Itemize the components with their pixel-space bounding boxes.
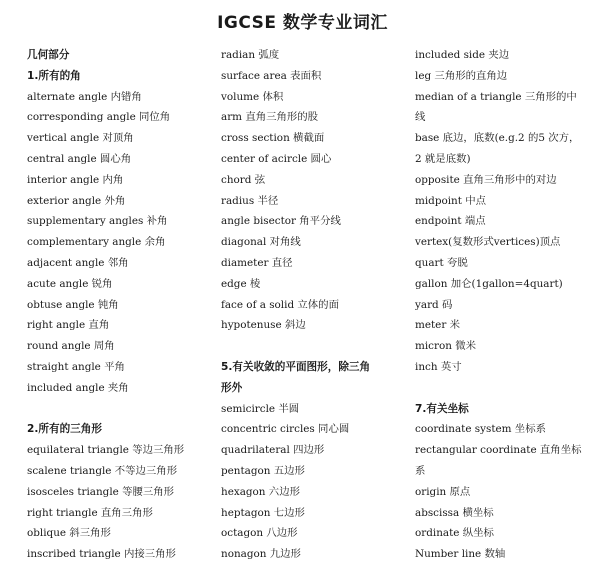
vocab-entry: chord 弦 [221,173,266,186]
vocab-entry: straight angle 平角 [27,360,125,373]
vocab-entry: oblique 斜三角形 [27,527,111,540]
vocab-entry: 2 就是底数) [415,152,471,165]
spacer [221,336,411,357]
vocab-entry: face of a solid 立体的面 [221,298,339,311]
vocab-entry: edge 棱 [221,277,261,290]
vocab-entry: 系 [415,464,426,477]
section-heading: 7.有关坐标 [415,402,469,415]
vocab-entry: 线 [415,111,426,124]
column-2 [221,45,411,565]
vocab-entry: exterior angle 外角 [27,194,126,207]
vocab-entry: coordinate system 坐标系 [415,423,546,436]
vocab-entry: pentagon 五边形 [221,464,305,477]
column-1 [27,45,215,565]
vocab-entry: included angle 夹角 [27,381,129,394]
section-heading: 几何部分 [27,49,70,61]
vocab-entry: leg 三角形的直角边 [415,69,508,82]
vocab-entry: right angle 直角 [27,319,110,332]
vocab-entry: diameter 直径 [221,256,293,269]
vocab-entry: isosceles triangle 等腰三角形 [27,485,175,498]
vocab-entry: inscribed triangle 内接三角形 [27,548,176,561]
vocab-entry: cross section 横截面 [221,132,325,145]
section-heading: 5.有关收敛的平面图形，除三角 [221,360,371,373]
vocab-entry: angle bisector 角平分线 [221,215,341,228]
vocab-entry: midpoint 中点 [415,194,487,207]
vocab-entry: hypotenuse 斜边 [221,319,306,332]
vocab-entry: right triangle 直角三角形 [27,506,153,519]
vocab-entry: opposite 直角三角形中的对边 [415,173,557,186]
section-heading: 1.所有的角 [27,69,81,82]
vocab-entry: endpoint 端点 [415,215,486,228]
vocab-entry: median of a triangle 三角形的中 [415,90,577,103]
vocab-entry: concentric circles 同心圆 [221,423,350,436]
vocab-entry: Number line 数轴 [415,548,506,561]
vocab-entry: vertex(复数形式vertices)顶点 [415,236,561,249]
vocab-entry: alternate angle 内错角 [27,90,142,103]
page-title: IGCSE 数学专业词汇 [217,13,388,33]
vocab-entry: surface area 表面积 [221,69,322,82]
vocab-entry: complementary angle 余角 [27,236,166,249]
vocab-entry: micron 微米 [415,340,476,353]
vocab-entry: arm 直角三角形的股 [221,111,319,124]
vocab-entry: vertical angle 对顶角 [27,132,134,145]
vocab-entry: rectangular coordinate 直角坐标 [415,444,582,457]
vocab-entry: semicircle 半圆 [221,402,300,415]
vocab-entry: inch 英寸 [415,360,462,373]
vocab-entry: central angle 圆心角 [27,152,132,165]
vocab-entry: nonagon 九边形 [221,548,301,561]
vocab-entry: adjacent angle 邻角 [27,256,129,269]
vocab-entry: acute angle 锐角 [27,277,113,290]
vocab-entry: included side 夹边 [415,49,510,61]
vocab-entry: yard 码 [415,298,453,311]
vocab-entry: round angle 周角 [27,340,115,353]
vocab-entry: radian 弧度 [221,49,280,61]
vocab-entry: volume 体积 [221,90,284,103]
spacer [415,378,597,399]
spacer [27,399,215,420]
vocab-entry: scalene triangle 不等边三角形 [27,464,178,477]
vocab-entry: meter 米 [415,319,460,332]
vocab-entry: octagon 八边形 [221,527,298,540]
vocab-entry: ordinate 纵坐标 [415,527,494,540]
column-3 [415,45,597,565]
vocab-entry: center of acircle 圆心 [221,152,332,165]
vocab-entry: hexagon 六边形 [221,485,300,498]
section-heading: 形外 [221,381,243,394]
vocab-entry: equilateral triangle 等边三角形 [27,444,185,457]
vocab-entry: quart 夸脱 [415,256,468,269]
vocab-entry: radius 半径 [221,194,279,207]
vocab-entry: interior angle 内角 [27,173,124,186]
vocab-entry: abscissa 横坐标 [415,506,494,519]
vocab-entry: supplementary angles 补角 [27,215,168,228]
vocab-entry: base 底边，底数(e.g.2 的5 次方， [415,132,580,145]
vocab-entry: origin 原点 [415,485,471,498]
vocab-entry: quadrilateral 四边形 [221,444,325,457]
vocab-entry: corresponding angle 同位角 [27,111,171,124]
section-heading: 2.所有的三角形 [27,423,102,436]
vocab-entry: diagonal 对角线 [221,236,301,249]
vocab-entry: obtuse angle 钝角 [27,298,119,311]
vocab-entry: gallon 加仑(1gallon=4quart) [415,277,563,290]
vocab-entry: heptagon 七边形 [221,506,305,519]
